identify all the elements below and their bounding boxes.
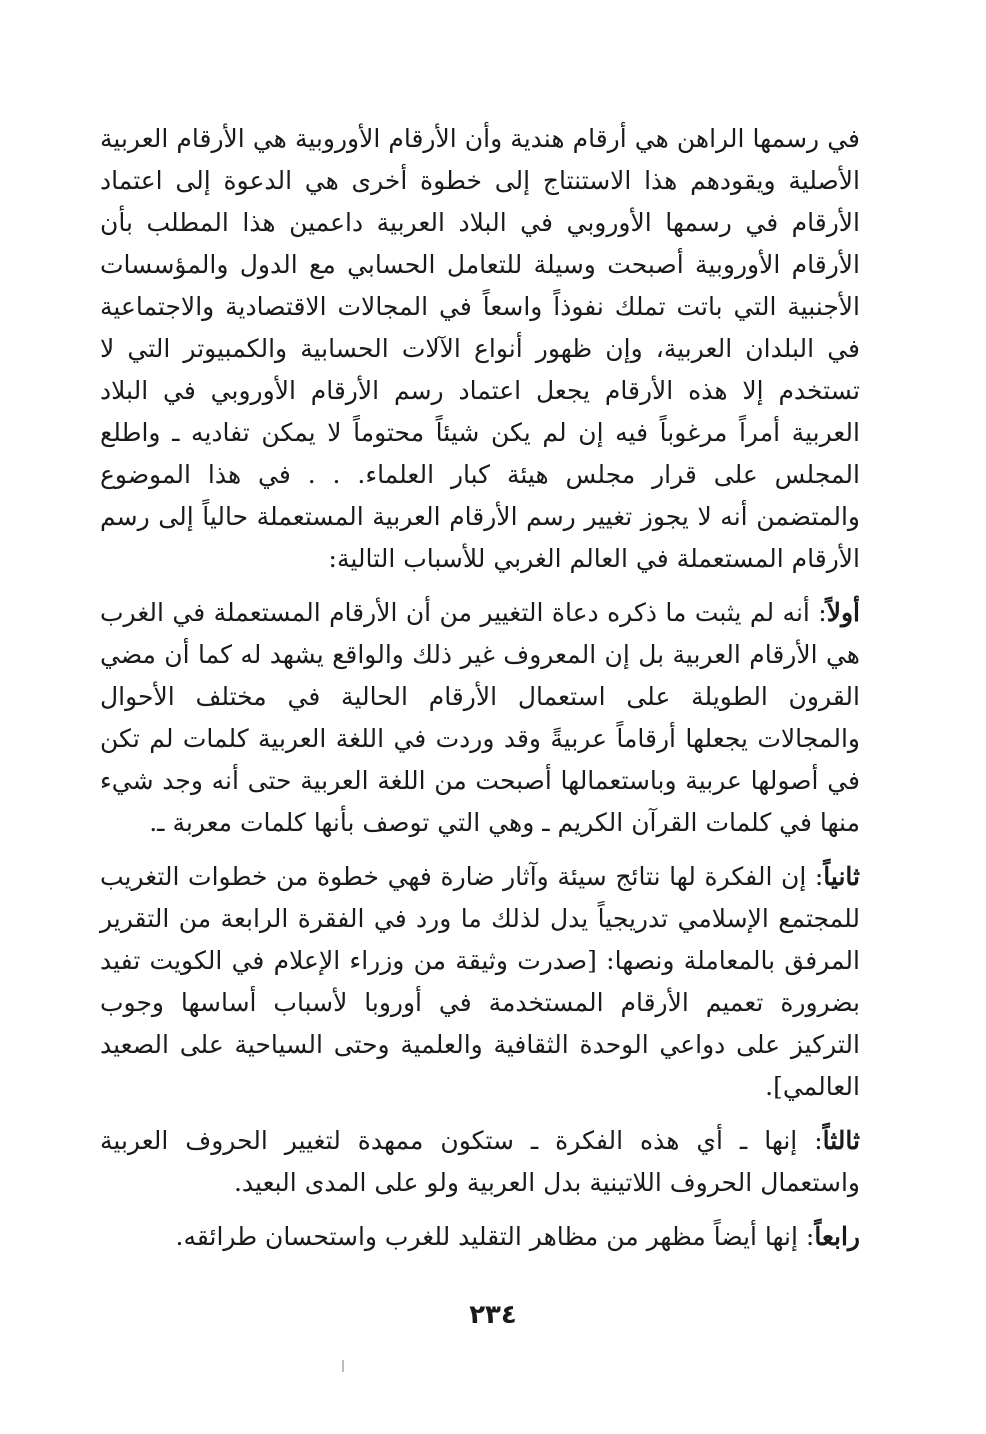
paragraph-fourth-reason: [100, 1216, 860, 1258]
scan-speck: [342, 1360, 344, 1372]
paragraph-text: في رسمها الراهن هي أرقام هندية وأن الأرقام الأوروبية هي الأرقام العربية الأصلية ويقودهم هذا الاستنتاج إلى خطوة أخرى هي الدعوة إلى اعتماد الأرقام في رسمها الأوروبي في البلاد العربية داعمين هذا المطلب بأن الأرقام الأوروبية أصبحت وسيلة للتعامل الحسابي مع الدول والمؤسسات الأجنبية التي باتت تملك نفوذاً واسعاً في المجالات الاقتصادية والاجتماعية في البلدان العربية، وإن ظهور أنواع الآلات الحسابية والكمبيوتر التي لا تستخدم إلا هذه الأرقام يجعل اعتماد رسم الأرقام الأوروبي في البلاد العربية أمراً مرغوباً فيه إن لم يكن شيئاً محتوماً لا يمكن تفاديه ـ واطلع المجلس على قرار مجلس هيئة كبار العلماء. . . في هذا الموضوع والمتضمن أنه لا يجوز تغيير رسم الأرقام العربية المستعملة حالياً إلى رسم الأرقام المستعملة في العالم الغربي للأسباب التالية:: [100, 124, 860, 573]
paragraph-third-reason: [100, 1120, 860, 1204]
paragraph-lead: رابعاً: [814, 1222, 860, 1251]
paragraph-lead: أولاً: [826, 598, 860, 627]
paragraph-text: : إن الفكرة لها نتائج سيئة وآثار ضارة فهي خطوة من خطوات التغريب للمجتمع الإسلامي تدريجياً يدل لذلك ما ورد في الفقرة الرابعة من التقرير المرفق بالمعاملة ونصها: [صدرت وثيقة من وزراء الإعلام في الكويت تفيد بضرورة تعميم الأرقام المستخدمة في أوروبا لأسباب أساسها وجوب التركيز على دواعي الوحدة الثقافية والعلمية وحتى السياحية على الصعيد العالمي].: [100, 862, 860, 1101]
paragraph-second-reason: [100, 856, 860, 1108]
page-body: [100, 118, 860, 1266]
page-number: ٢٣٤: [469, 1300, 517, 1330]
paragraph-text: : إنها أيضاً مظهر من مظاهر التقليد للغرب واستحسان طرائقه.: [175, 1222, 815, 1251]
paragraph-intro: [100, 118, 860, 580]
paragraph-lead: ثالثاً: [822, 1126, 860, 1155]
paragraph-lead: ثانياً: [823, 862, 860, 891]
paragraph-text: : أنه لم يثبت ما ذكره دعاة التغيير من أن الأرقام المستعملة في الغرب هي الأرقام العربية بل إن المعروف غير ذلك والواقع يشهد له كما أن مضي القرون الطويلة على استعمال الأرقام الحالية في مختلف الأحوال والمجالات يجعلها أرقاماً عربيةً وقد وردت في اللغة العربية كلمات لم تكن في أصولها عربية وباستعمالها أصبحت من اللغة العربية حتى أنه وجد شيء منها في كلمات القرآن الكريم ـ وهي التي توصف بأنها كلمات معربة ـ.: [100, 598, 860, 837]
paragraph-text: : إنها ـ أي هذه الفكرة ـ ستكون ممهدة لتغيير الحروف العربية واستعمال الحروف اللاتينية بدل العربية ولو على المدى البعيد.: [100, 1126, 860, 1197]
paragraph-first-reason: [100, 592, 860, 844]
